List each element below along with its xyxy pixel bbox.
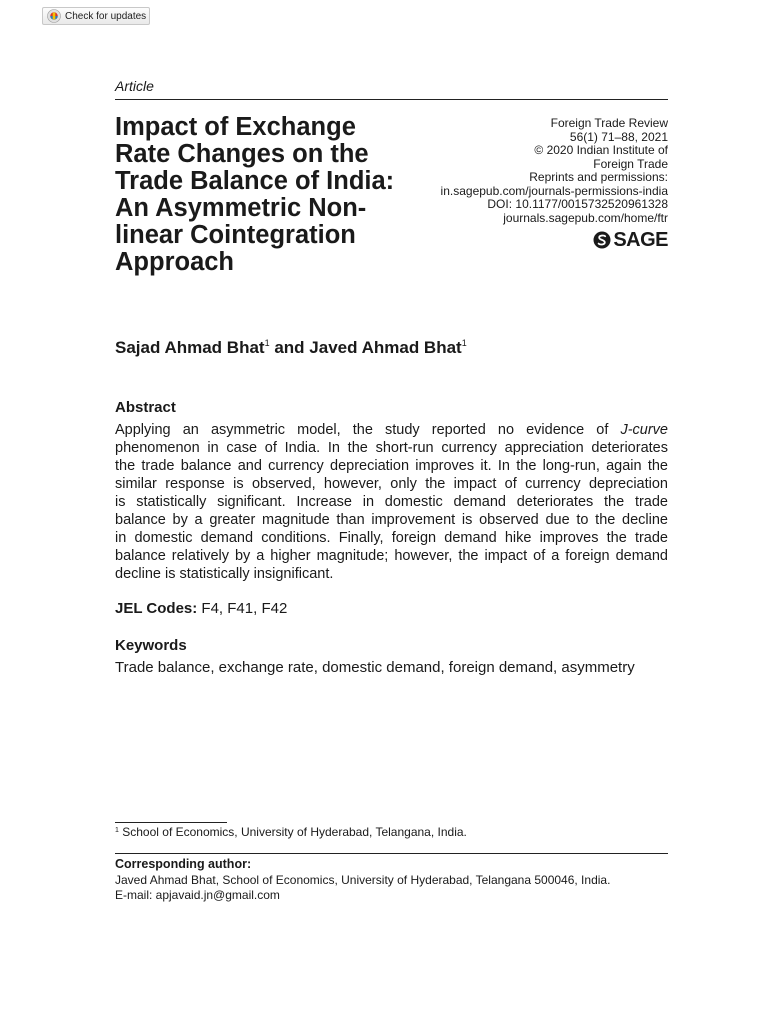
author-conjunction: and xyxy=(274,338,305,357)
keywords-heading: Keywords xyxy=(115,637,187,654)
journal-name: Foreign Trade Review xyxy=(550,116,668,130)
reprints-link[interactable]: in.sagepub.com/journals-permissions-india xyxy=(440,183,668,198)
author-list xyxy=(115,338,467,358)
title-line: Trade Balance of India: xyxy=(115,167,395,195)
abstract-line: the trade balance and currency depreciation improves it. In the long-run, again the xyxy=(115,458,668,474)
footnote-text: School of Economics, University of Hyderabad, Telangana, India. xyxy=(118,825,467,839)
corresponding-author-heading: Corresponding author: xyxy=(115,857,252,871)
title-line: Impact of Exchange xyxy=(115,113,356,141)
affiliation-footnote xyxy=(115,825,467,839)
abstract-line xyxy=(115,421,668,439)
abstract-line: in domestic demand conditions. Finally, foreign demand hike improves the trade xyxy=(115,530,668,546)
sage-mark-icon xyxy=(593,231,611,249)
check-for-updates-button[interactable] xyxy=(42,7,150,25)
journal-info xyxy=(408,117,668,225)
abstract-line: similar response is observed, however, only the impact of currency depreciation xyxy=(115,476,668,492)
article-title xyxy=(115,114,420,276)
footnote-marker: 1 xyxy=(115,827,119,834)
sage-wordmark: SAGE xyxy=(613,229,668,251)
abstract-text-segment: Applying an asymmetric model, the study reported no evidence of xyxy=(115,422,621,438)
author-name: Sajad Ahmad Bhat xyxy=(115,338,265,357)
corresponding-author-address: Javed Ahmad Bhat, School of Economics, University of Hyderabad, Telangana 500046, India. xyxy=(115,873,611,887)
author-name: Javed Ahmad Bhat xyxy=(309,338,462,357)
title-line: linear Cointegration xyxy=(115,221,356,249)
sage-logo xyxy=(593,230,668,250)
copyright-line: Foreign Trade xyxy=(593,156,668,171)
abstract-body xyxy=(115,421,668,583)
abstract-line: decline is statistically insignificant. xyxy=(115,566,334,582)
jel-values: F4, F41, F42 xyxy=(197,600,288,617)
abstract-line: balance by a greater magnitude than improvement is observed due to the decline xyxy=(115,512,668,528)
article-type-label: Article xyxy=(115,78,154,94)
corresponding-author-email[interactable]: E-mail: apjavaid.jn@gmail.com xyxy=(115,888,280,902)
check-for-updates-label: Check for updates xyxy=(65,10,147,22)
jel-label: JEL Codes: xyxy=(115,600,198,617)
abstract-line: is statistically significant. Increase in domestic demand deteriorates the trade xyxy=(115,494,668,510)
affiliation-marker: 1 xyxy=(264,338,270,348)
keywords-list: Trade balance, exchange rate, domestic demand, foreign demand, asymmetry xyxy=(115,659,635,676)
jel-codes xyxy=(115,600,287,617)
title-line: Rate Changes on the xyxy=(115,140,369,168)
abstract-heading: Abstract xyxy=(115,399,176,416)
title-line: An Asymmetric Non- xyxy=(115,194,367,222)
journal-issue: 56(1) 71–88, 2021 xyxy=(569,129,668,144)
abstract-line: phenomenon in case of India. In the short-run currency appreciation deteriorates xyxy=(115,440,668,456)
reprints-label: Reprints and permissions: xyxy=(529,170,668,184)
corresponding-divider xyxy=(115,853,668,854)
doi-link[interactable]: DOI: 10.1177/0015732520961328 xyxy=(487,197,668,211)
title-line: Approach xyxy=(115,248,235,276)
footnote-divider xyxy=(115,822,227,823)
affiliation-marker: 1 xyxy=(461,338,467,348)
crossmark-icon xyxy=(47,9,61,23)
copyright-line: © 2020 Indian Institute of xyxy=(534,143,668,157)
abstract-italic-term: J-curve xyxy=(620,422,668,438)
header-divider xyxy=(115,99,668,100)
journal-link[interactable]: journals.sagepub.com/home/ftr xyxy=(503,210,668,225)
abstract-line: balance relatively by a higher magnitude; however, the impact of a foreign demand xyxy=(115,548,668,564)
